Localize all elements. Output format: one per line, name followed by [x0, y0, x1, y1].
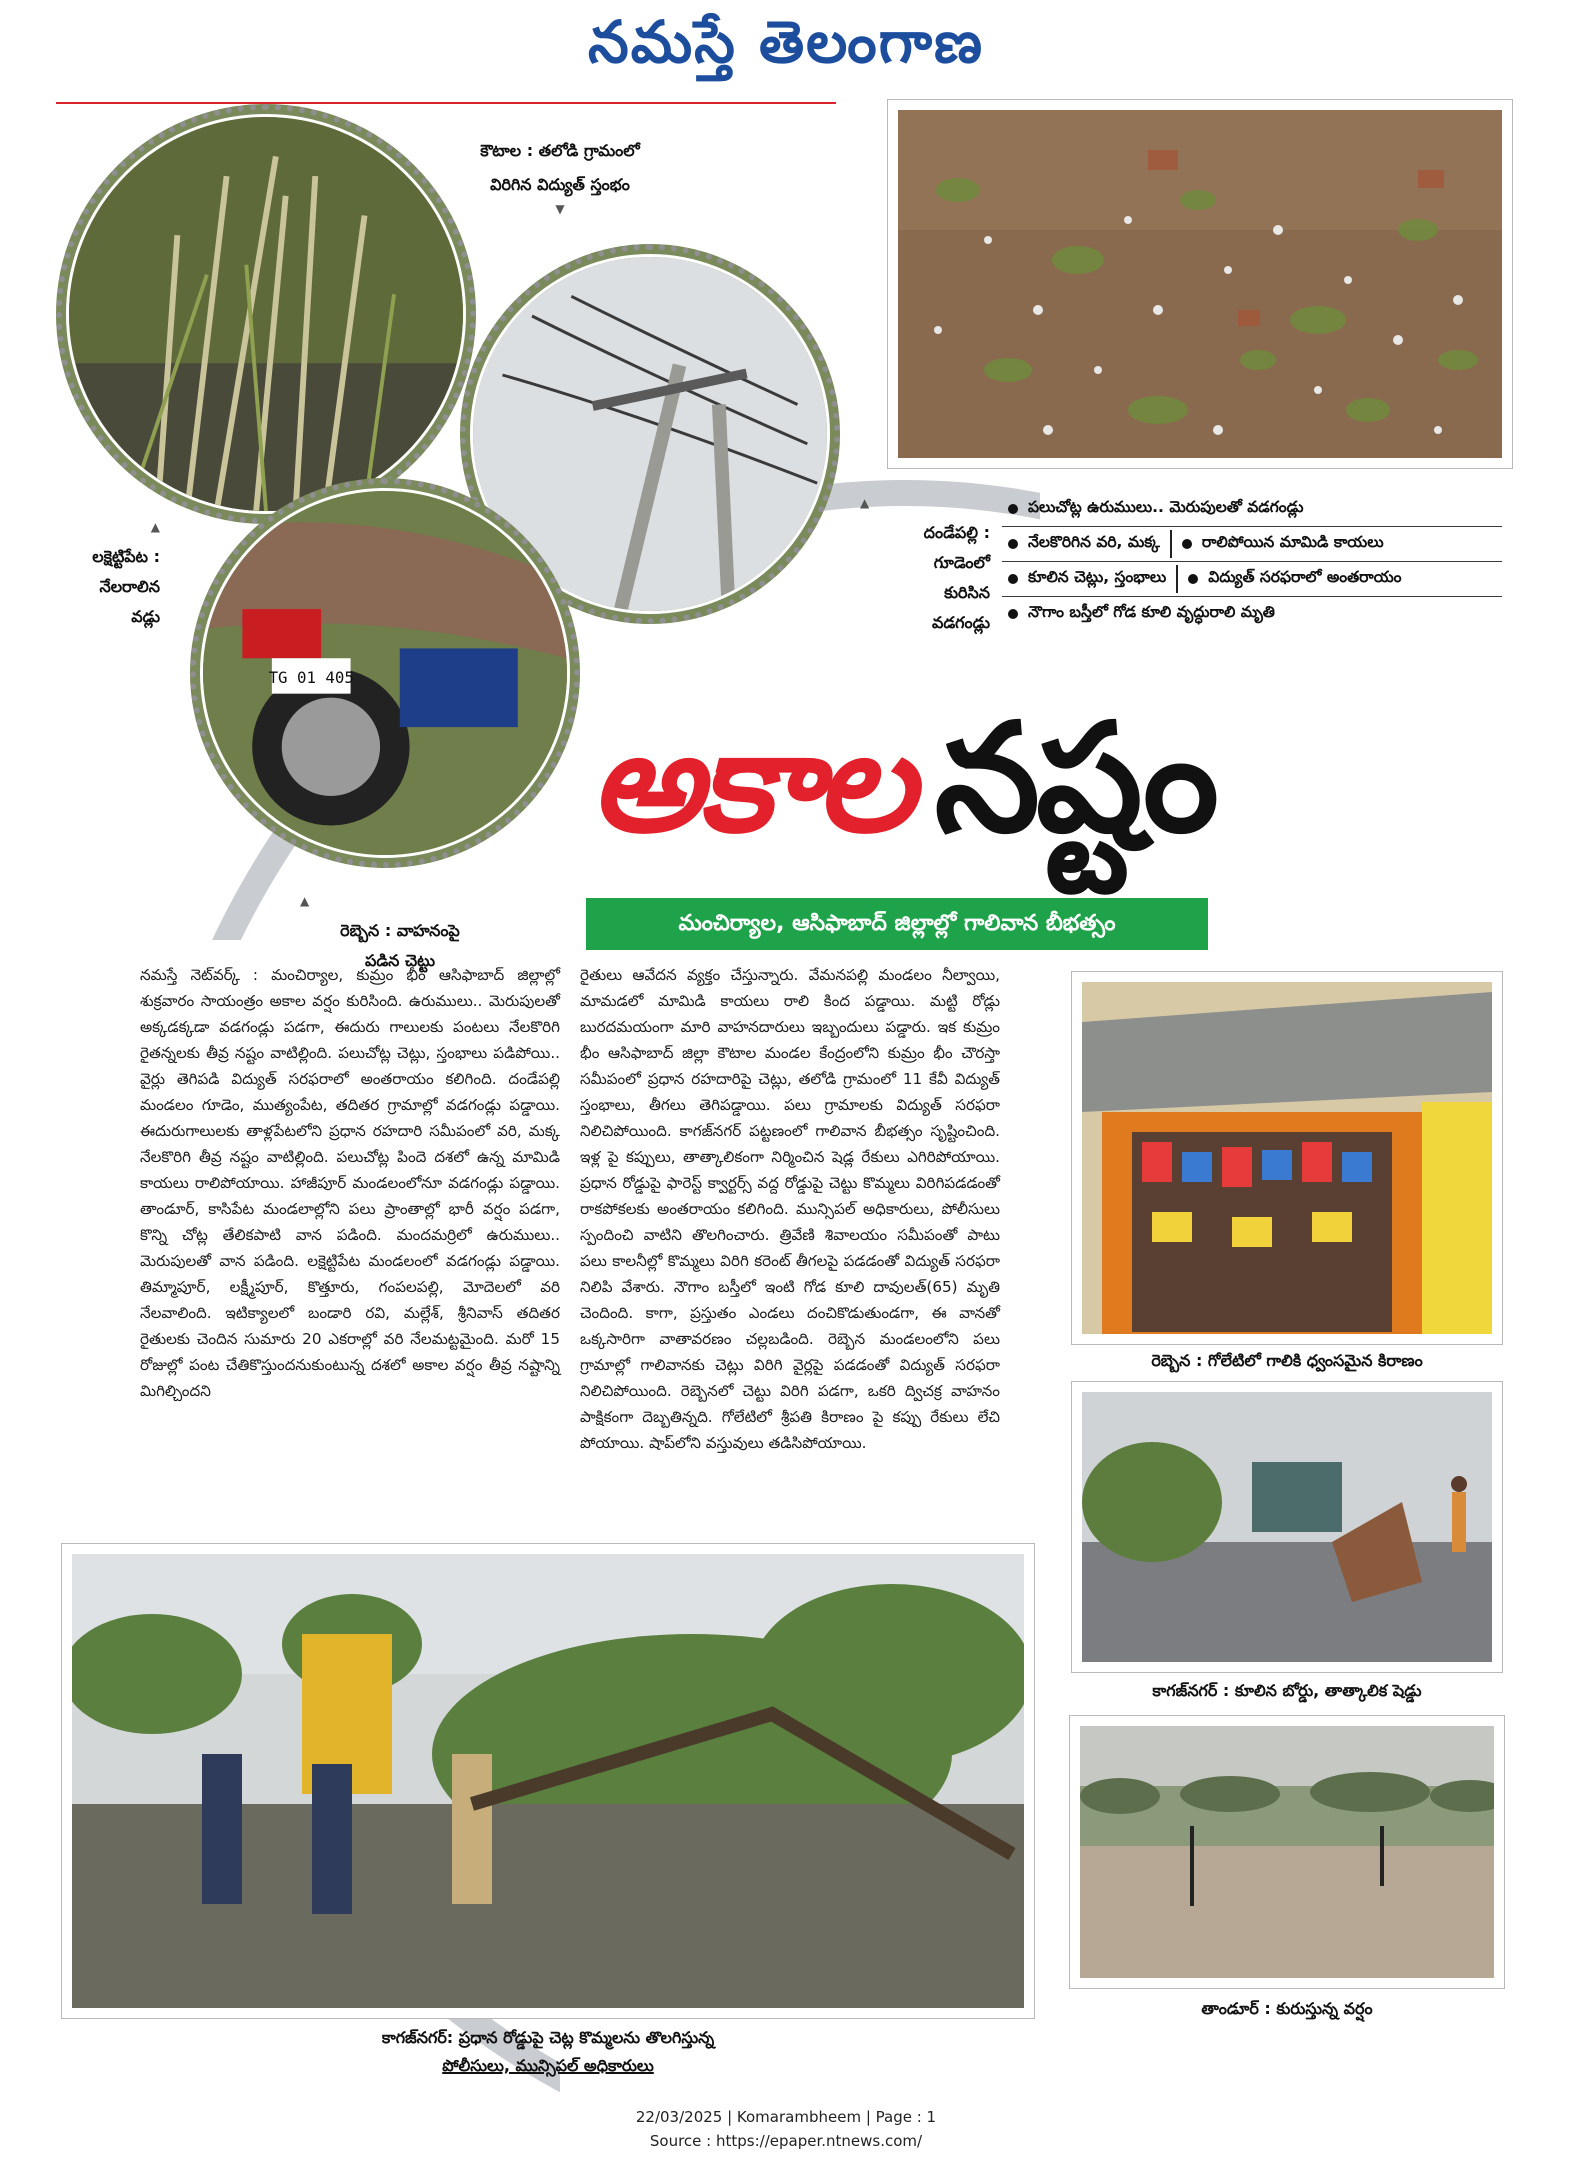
caption-hail [860, 488, 990, 638]
caption-board: కాగజ్‌నగర్ : కూలిన బోర్డు, తాత్కాలిక షెడ్డు [1152, 1681, 1422, 1700]
hailstones-image [898, 110, 1502, 458]
highlight-row [1002, 492, 1502, 526]
photo-tree-clearing [62, 1544, 1034, 2018]
tree-clearing-image [72, 1554, 1024, 2008]
masthead-rule [56, 102, 836, 104]
caption-hail-line4: వడగండ్లు [931, 613, 990, 632]
caption-arrow-icon: ▲ [150, 520, 160, 534]
bullet-icon [1008, 504, 1018, 514]
highlight-row [1002, 562, 1502, 596]
caption-main-line2: పోలీసులు, మున్సిపల్ అధికారులు [442, 2056, 654, 2075]
caption-arrow-icon: ▲ [300, 894, 310, 908]
caption-tree-clearing [62, 2024, 1034, 2080]
bullet-icon [1188, 574, 1198, 584]
field-image [1080, 1726, 1494, 1978]
photo-hailstones [888, 100, 1512, 468]
headline [590, 690, 1215, 903]
paddy-image [69, 117, 463, 511]
bullet-icon [1008, 539, 1018, 549]
highlight-text: విద్యుత్ సరఫరాలో అంతరాయం [1208, 568, 1402, 586]
photo-collapsed-board [1072, 1382, 1502, 1672]
caption-bike-line1: రెబ్బెన : వాహనంపై [340, 921, 460, 940]
caption-hail-line2: గూడెంలో [933, 553, 990, 572]
newspaper-title: నమస్తే తెలంగాణ [588, 8, 984, 76]
caption-main-line1: కాగజ్‌నగర్: ప్రధాన రోడ్డుపై చెట్ల కొమ్మలను తొలగిస్తున్న [381, 2028, 715, 2047]
highlight-text: రాలిపోయిన మామిడి కాయలు [1201, 533, 1384, 551]
highlight-text: పలుచోట్ల ఉరుములు.. మెరుపులతో వడగండ్లు [1028, 498, 1304, 516]
footer-source: Source : https://epaper.ntnews.com/ [649, 2132, 923, 2150]
highlight-text: కూలిన చెట్లు, స్తంభాలు [1028, 568, 1167, 586]
headline-word-black: నష్టం [934, 690, 1215, 866]
photo-rain-field [1070, 1716, 1504, 1988]
caption-arrow-icon: ▼ [555, 202, 565, 216]
caption-paddy [40, 512, 160, 632]
divider [1176, 565, 1178, 593]
caption-pole-line2: విరిగిన విద్యుత్ స్తంభం [490, 175, 630, 194]
bullet-icon [1182, 539, 1192, 549]
highlight-text: నేలకొరిగిన వరి, మక్క [1028, 533, 1160, 551]
highlight-row [1002, 597, 1502, 631]
caption-field: తాండూర్ : కురుస్తున్న వర్షం [1201, 1999, 1373, 2018]
photo-tree-on-bike [190, 478, 580, 868]
masthead [0, 8, 1572, 88]
caption-shop: రెబ్బెన : గోలేటిలో గాలికి ధ్వంసమైన కిరాణం [1151, 1351, 1423, 1370]
caption-arrow-icon: ▲ [860, 496, 870, 510]
article-column-2: రైతులు ఆవేదన వ్యక్తం చేస్తున్నారు. వేమనపల్లి మండలం నీల్వాయి, మామడలో మామిడి కాయలు రాలి కింద పడ్డాయి. మట్టి రోడ్లు బురదమయంగా మారి వాహనదారులు ఇబ్బందులు పడ్డారు. ఇక కుమ్రం భీం ఆసిఫాబాద్ జిల్లా కౌటాల మండల కేంద్రంలోని కుమ్రం భీం చౌరస్తా సమీపంలో ప్రధాన రహదారిపై చెట్లు, తలోడి గ్రామంలో 11 కేవీ విద్యుత్ స్తంభాలు, తీగలు తెగిపడ్డాయి. పలు గ్రామాలకు విద్యుత్ సరఫరా నిలిచిపోయింది. కాగజ్‌నగర్ పట్టణంలో గాలివాన బీభత్సం సృష్టించింది. ఇళ్ల పై కప్పులు, తాత్కాలికంగా నిర్మించిన షెడ్ల రేకులు ఎగిరిపోయాయి. ప్రధాన రోడ్డుపై ఫారెస్ట్ క్వార్టర్స్ వద్ద రోడ్డుపై చెట్టు కొమ్మలు విరిగిపడడంతో రాకపోకలకు అంతరాయం కలిగింది. మున్సిపల్ అధికారులు, పోలీసులు స్పందించి వాటిని తొలగించారు. త్రివేణి శివాలయం సమీపంతో పాటు పలు కాలనీల్లో కొమ్మలు విరిగి కరెంట్ తీగలపై పడడంతో విద్యుత్ సరఫరా నిలిపి వేశారు. నౌగాం బస్తీలో ఇంటి గోడ కూలి దావులత్(65) మృతి చెందింది. కాగా, ప్రస్తుతం ఎండలు దంచికొడుతుండగా, ఈ వానతో ఒక్కసారిగా వాతావరణం చల్లబడింది. రెబ్బెన మండలంలోని పలు గ్రామాల్లో గాలివానకు చెట్లు విరిగి వైర్లపై పడడంతో విద్యుత్ సరఫరా నిలిచిపోయింది. రెబ్బెనలో చెట్టు విరిగి పడగా, ఒకరి ద్విచక్ర వాహనం పాక్షికంగా దెబ్బతిన్నది. గోలేటిలో శ్రీపతి కిరాణం పై కప్పు రేకులు లేచి పోయాయి. షాప్‌లోని వస్తువులు తడిసిపోయాయి. [580, 966, 1000, 1452]
bike-image [203, 491, 567, 855]
board-image [1082, 1392, 1492, 1662]
caption-pole [440, 134, 680, 216]
caption-pole-line1: కౌటాల : తలోడి గ్రామంలో [480, 141, 640, 160]
subheadline: మంచిర్యాల, ఆసిఫాబాద్ జిల్లాల్లో గాలివాన బీభత్సం [586, 898, 1208, 950]
caption-paddy-line1: లక్షెట్టిపేట : [92, 547, 160, 566]
headline-word-red: అకాల [590, 700, 911, 864]
divider [1170, 530, 1172, 558]
caption-hail-line3: కురిసిన [944, 583, 990, 602]
highlight-text: నౌగాం బస్తీలో గోడ కూలి వృద్ధురాలి మృతి [1028, 603, 1275, 621]
highlights-box [1002, 492, 1502, 631]
photo-damaged-shop [1072, 972, 1502, 1344]
bullet-icon [1008, 574, 1018, 584]
highlight-row [1002, 527, 1502, 561]
bike-number-plate: TG 01 405 [268, 667, 354, 687]
bullet-icon [1008, 609, 1018, 619]
article-column-1: నమస్తే నెట్‌వర్క్ : మంచిర్యాల, కుమ్రం భీం ఆసిఫాబాద్ జిల్లాల్లో శుక్రవారం సాయంత్రం అకాల వర్షం కురిసింది. ఉరుములు.. మెరుపులతో అక్కడక్కడా వడగండ్లు పడగా, ఈదురు గాలులకు పంటలు నేలకొరిగి రైతన్నలకు తీవ్ర నష్టం వాటిల్లింది. పలుచోట్ల చెట్లు, స్తంభాలు పడిపోయి.. వైర్లు తెగిపడి విద్యుత్ సరఫరాలో అంతరాయం కలిగింది. దండేపల్లి మండలం గూడెం, ముత్యంపేట, తదితర గ్రామాల్లో వడగండ్లు పడ్డాయి. ఈదురుగాలులకు తాళ్లపేటలోని ప్రధాన రహదారి సమీపంలో వరి, మక్క నేలకొరిగి తీవ్ర నష్టం వాటిల్లింది. పలుచోట్ల పిందె దశలో ఉన్న మామిడి కాయలు రాలిపోయాయి. హాజీపూర్ మండలంలోనూ వడగండ్లు పడ్డాయి. తాండూర్, కాసిపేట మండలాల్లోని పలు ప్రాంతాల్లో భారీ వర్షం పడగా, కొన్ని చోట్ల తేలికపాటి వాన పడింది. మందమర్రిలో ఉరుములు.. మెరుపులతో వాన పడింది. లక్షెట్టిపేట మండలంలో వడగండ్లు పడ్డాయి. తిమ్మాపూర్, లక్ష్మీపూర్, కొత్తూరు, గంపలపల్లి, మోదెలలో వరి నేలవాలింది. ఇటిక్యాలలో బండారి రవి, మల్లేశ్, శ్రీనివాస్ తదితర రైతులకు చెందిన సుమారు 20 ఎకరాల్లో వరి నేలమట్టమైంది. మరో 15 రోజుల్లో పంట చేతికొస్తుందనుకుంటున్న దశలో అకాల వర్షం తీవ్ర నష్టాన్ని మిగిల్చిందని [140, 966, 560, 1400]
footer-date-edition: 22/03/2025 | Komarambheem | Page : 1 [635, 2108, 937, 2126]
caption-paddy-line2: నేలరాలిన [99, 577, 160, 596]
caption-hail-line1: దండేపల్లి : [923, 523, 990, 542]
caption-bike-line2: పడిన చెట్టు [364, 951, 436, 970]
photo-fallen-paddy [56, 104, 476, 524]
shop-image [1082, 982, 1492, 1334]
caption-paddy-line3: వడ్లు [131, 607, 160, 626]
